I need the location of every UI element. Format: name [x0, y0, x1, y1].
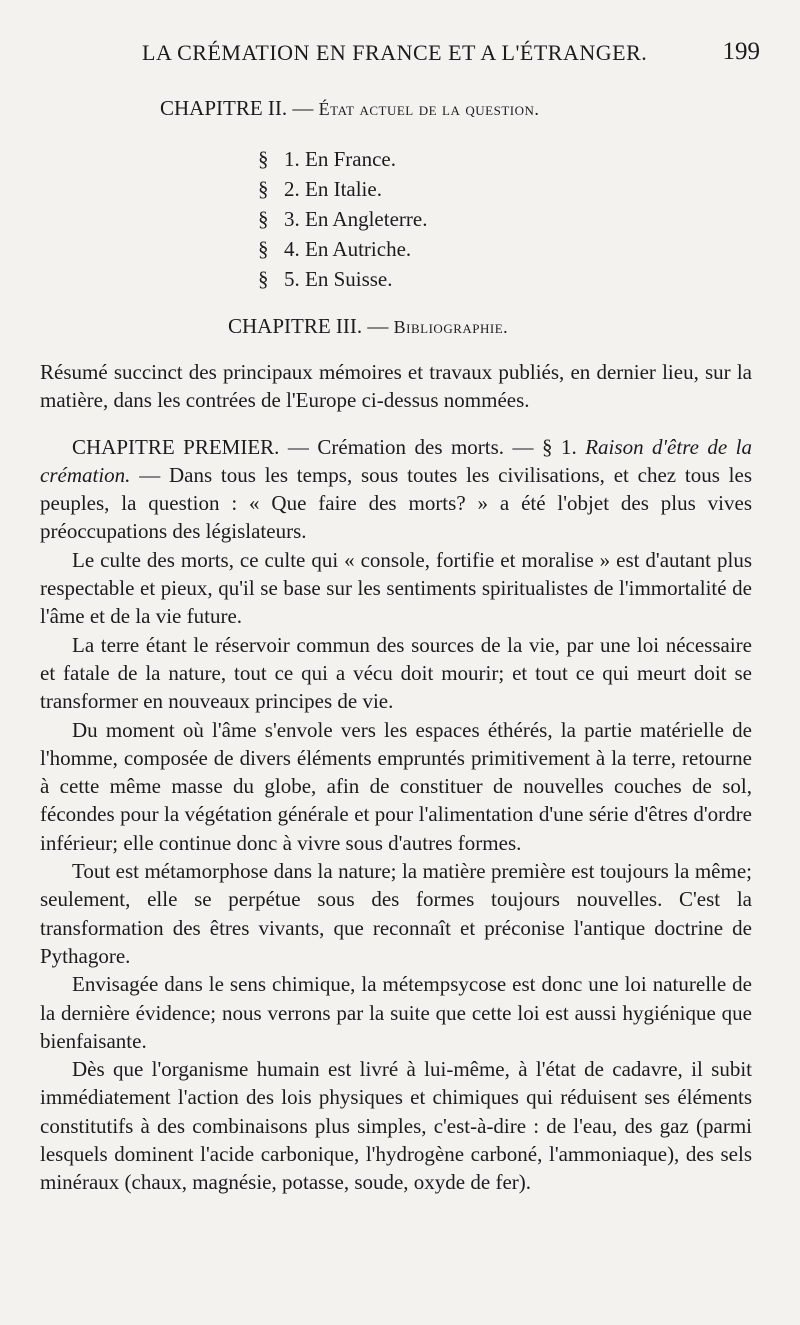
section-label: 1. En France. — [284, 147, 396, 171]
paragraph: Le culte des morts, ce culte qui « console, fortifie et moralise » est d'autant plus respectable et pieux, qu'il se base sur les sentiments spiritualistes de l'immortalité de l'âme et de la vie future. — [40, 547, 752, 629]
section-number: — § 1. — [512, 434, 577, 459]
chapter-3-subtitle: Bibliographie. — [393, 317, 509, 337]
section-label: 2. En Italie. — [284, 177, 382, 201]
paragraph: Tout est métamorphose dans la nature; la matière première est toujours la même; seulement, elle se perpétue sous des formes toujours nouvelles. C'est la transformation des êtres vivants, que reconnaît et préconise l'antique doctrine de Pythagore. — [40, 859, 752, 968]
section-item — [258, 204, 427, 234]
page-header — [0, 40, 800, 74]
section-label: 4. En Autriche. — [284, 237, 412, 261]
chapter-1-opening — [40, 433, 752, 546]
chapter-1-intro: — Dans tous les temps, sous toutes les civilisations, et chez tous les peuples, la question : « Que faire des morts? » a été l'objet des plus vives préoccupations des législateurs. — [40, 462, 752, 544]
paragraph: La terre étant le réservoir commun des sources de la vie, par une loi nécessaire et fatale de la nature, tout ce qui a vécu doit mourir; et tout ce qui meurt doit se transformer en nouveaux principes de vie. — [40, 632, 752, 714]
chapter-2-subtitle: État actuel de la question. — [318, 99, 540, 119]
chapter-3-summary: Résumé succinct des principaux mémoires et travaux publiés, en dernier lieu, sur la matière, dans les contrées de l'Europe ci-dessus nommées. — [40, 360, 752, 413]
paragraph: Envisagée dans le sens chimique, la métempsycose est donc une loi naturelle de la dernière évidence; nous verrons par la suite que cette loi est aussi hygiénique que bienfaisante. — [40, 972, 752, 1053]
section-title: Raison d'être de la crémation. — [40, 434, 753, 487]
section-item — [258, 264, 427, 294]
page-number: 199 — [722, 38, 760, 65]
chapter-2-heading — [160, 96, 539, 121]
section-sign: § — [258, 237, 269, 261]
section-label: 3. En Angleterre. — [284, 207, 428, 231]
section-list — [258, 144, 427, 294]
section-item — [258, 174, 427, 204]
section-sign: § — [258, 267, 269, 291]
section-item — [258, 234, 427, 264]
chapter-2-title: CHAPITRE II. — — [160, 96, 314, 120]
chapter-1-subtitle: Crémation des morts. — [317, 434, 505, 459]
paragraph: Du moment où l'âme s'envole vers les espaces éthérés, la partie matérielle de l'homme, composée de divers éléments empruntés primitivement à la terre, retourne à cette même masse du globe, afin de constituer de nouvelles couches de sol, fécondes pour la végétation générale et pour l'alimentation d'une série d'êtres d'ordre inférieur; elle continue donc à vivre sous d'autres formes. — [40, 717, 752, 855]
paragraph: Dès que l'organisme humain est livré à lui-même, à l'état de cadavre, il subit immédiatement l'action des lois physiques et chimiques qui réduisent ses éléments constitutifs à des combinaisons plus simples, c'est-à-dire : de l'eau, des gaz (parmi lesquels dominent l'acide carbonique, l'hydrogène carboné, l'ammoniaque), des sels minéraux (chaux, magnésie, potasse, soude, oxyde de fer). — [40, 1057, 752, 1195]
section-sign: § — [258, 207, 269, 231]
chapter-3-heading — [228, 314, 508, 339]
section-sign: § — [258, 177, 269, 201]
section-item — [258, 144, 427, 174]
chapter-1-title: CHAPITRE PREMIER. — — [72, 434, 309, 459]
section-sign: § — [258, 147, 269, 171]
spacer — [40, 415, 752, 433]
chapter-3-title: CHAPITRE III. — — [228, 314, 389, 338]
section-label: 5. En Suisse. — [284, 267, 393, 291]
body-text — [40, 358, 752, 1197]
running-head: LA CRÉMATION EN FRANCE ET A L'ÉTRANGER. — [142, 40, 648, 65]
